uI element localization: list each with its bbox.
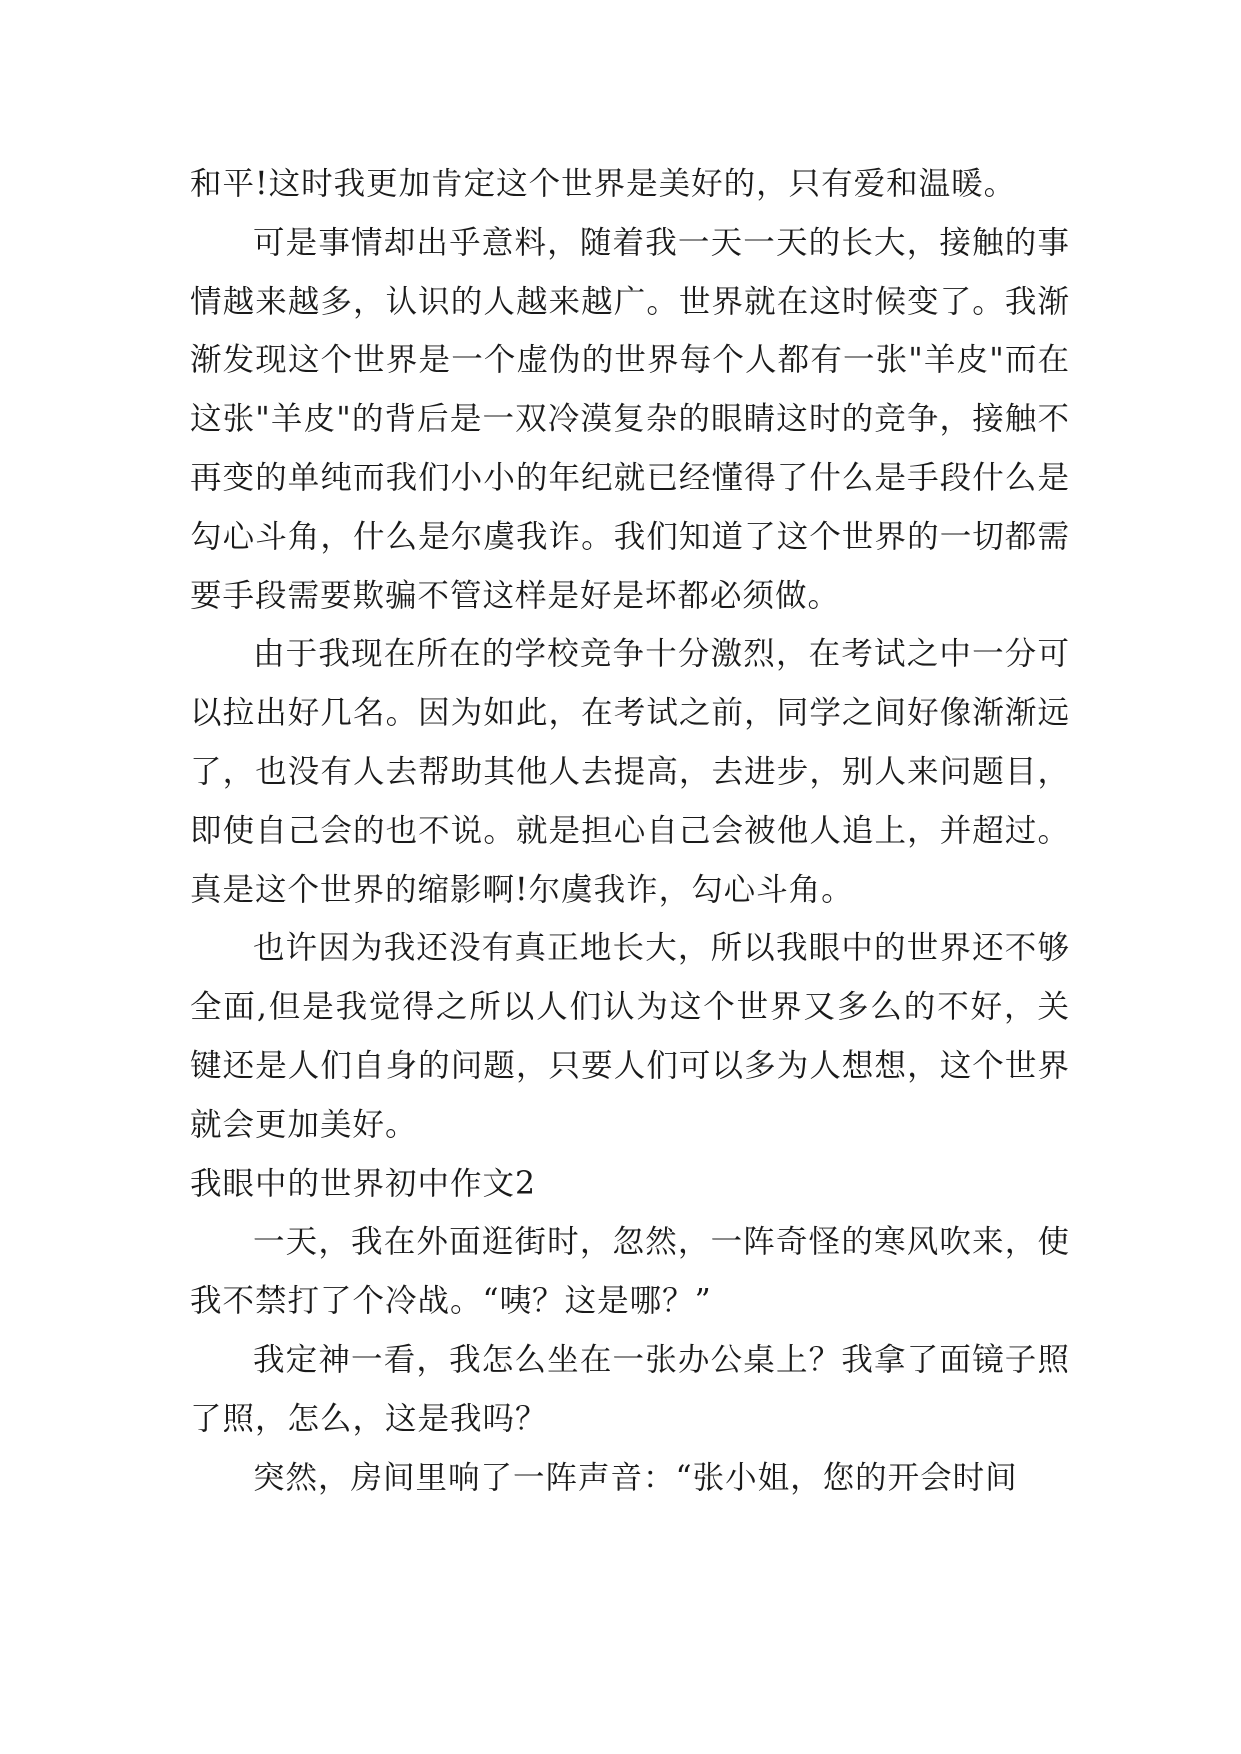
paragraph: 一天，我在外面逛街时，忽然，一阵奇怪的寒风吹来，使我不禁打了个冷战。“咦？这是哪？” xyxy=(190,1224,1070,1320)
document-body xyxy=(190,155,1070,1507)
paragraph: 也许因为我还没有真正地长大，所以我眼中的世界还不够全面,但是我觉得之所以人们认为这个世界又多么的不好，关键还是人们自身的问题，只要人们可以多为人想想，这个世界就会更加美好。 xyxy=(190,930,1070,1143)
paragraph: 突然，房间里响了一阵声音：“张小姐，您的开会时间 xyxy=(253,1459,1018,1496)
paragraph: 和平!这时我更加肯定这个世界是美好的，只有爱和温暖。 xyxy=(190,166,1017,202)
paragraph: 我定神一看，我怎么坐在一张办公桌上？我拿了面镜子照了照，怎么，这是我吗？ xyxy=(190,1341,1070,1437)
paragraph: 由于我现在所在的学校竞争十分激烈，在考试之中一分可以拉出好几名。因为如此，在考试之前，同学之间好像渐渐远了，也没有人去帮助其他人去提高，去进步，别人来问题目，即使自己会的也不说。就是担心自己会被他人追上，并超过。真是这个世界的缩影啊!尔虞我诈，勾心斗角。 xyxy=(190,636,1070,908)
paragraph: 可是事情却出乎意料，随着我一天一天的长大，接触的事情越来越多，认识的人越来越广。世界就在这时候变了。我渐渐发现这个世界是一个虚伪的世界每个人都有一张"羊皮"而在这张"羊皮"的背后是一双冷漠复杂的眼睛这时的竞争，接触不再变的单纯而我们小小的年纪就已经懂得了什么是手段什么是勾心斗角，什么是尔虞我诈。我们知道了这个世界的一切都需要手段需要欺骗不管这样是好是坏都必须做。 xyxy=(190,224,1070,614)
section-heading: 我眼中的世界初中作文2 xyxy=(190,1165,537,1202)
